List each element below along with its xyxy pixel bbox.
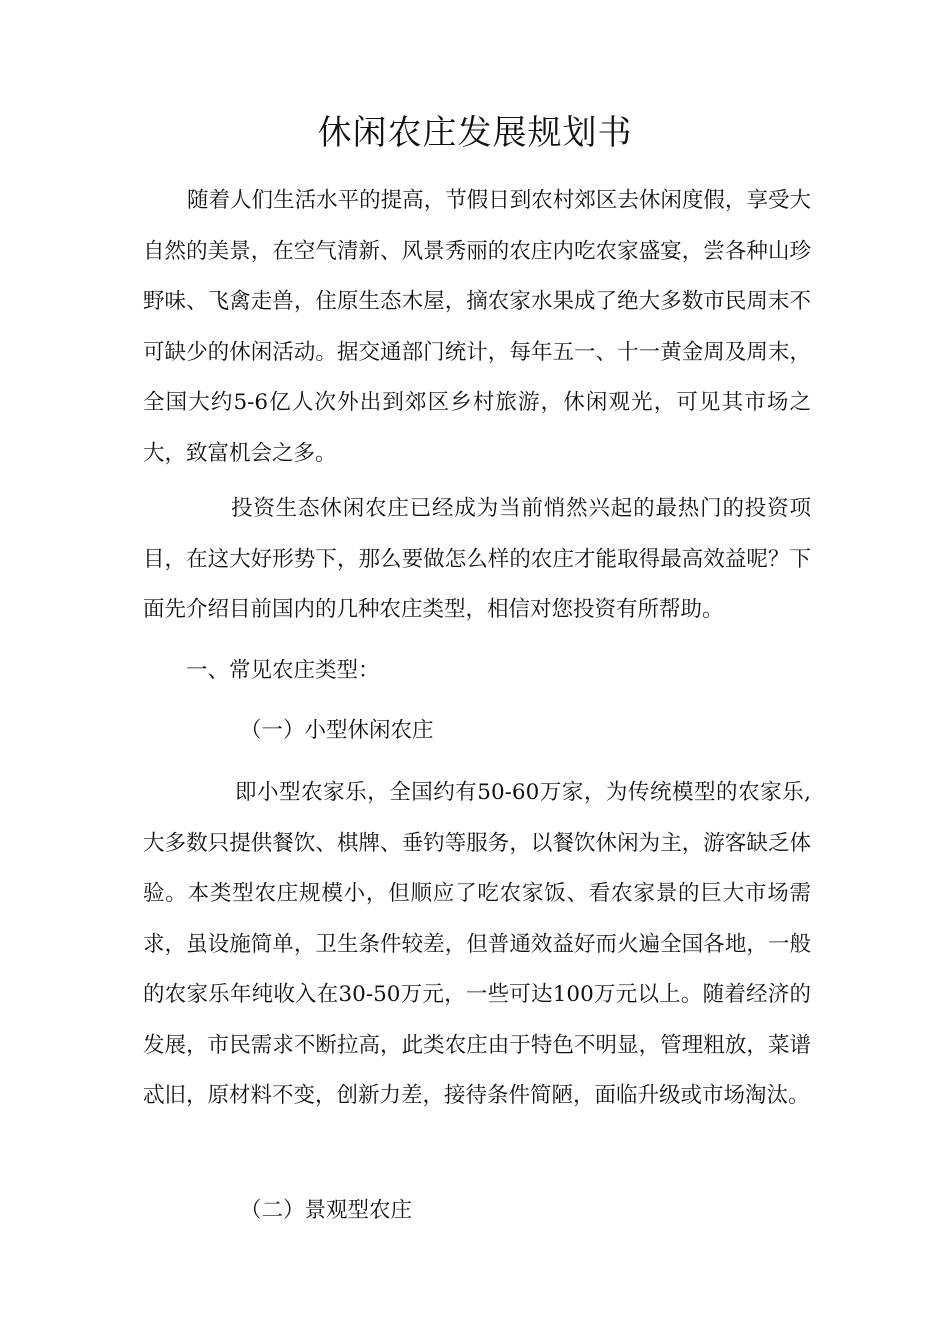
section-heading-farm-types: 一、常见农庄类型： [186,658,380,683]
subsection-heading-landscape-farm: （二）景观型农庄 [240,1198,413,1223]
subsection-heading-small-farm: （一）小型休闲农庄 [240,718,434,743]
document-title: 休闲农庄发展规划书 [317,113,633,153]
paragraph-investment: 投资生态休闲农庄已经成为当前悄然兴起的最热门的投资项目，在这大好形势下，那么要做怎么样的农庄才能取得最高效益呢？下面先介绍目前国内的几种农庄类型，相信对您投资有所帮助。 [143,496,811,622]
paragraph-intro: 随着人们生活水平的提高，节假日到农村郊区去休闲度假，享受大自然的美景，在空气清新、风景秀丽的农庄内吃农家盛宴，尝各种山珍野味、飞禽走兽，住原生态木屋，摘农家水果成了绝大多数市民周末不可缺少的休闲活动。据交通部门统计，每年五一、十一黄金周及周末，全国大约5-6亿人次外出到郊区乡村旅游，休闲观光，可见其市场之大，致富机会之多。 [143,188,811,466]
paragraph-small-farm: 即小型农家乐，全国约有50-60万家，为传统模型的农家乐,大多数只提供餐饮、棋牌、垂钓等服务，以餐饮休闲为主，游客缺乏体验。本类型农庄规模小，但顺应了吃农家饭、看农家景的巨大市场需求，虽设施简单，卫生条件较差，但普通效益好而火遍全国各地，一般的农家乐年纯收入在30-50万元，一些可达100万元以上。随着经济的发展，市民需求不断拉高，此类农庄由于特色不明显，管理粗放，菜谱忒旧，原材料不变，创新力差，接待条件简陋，面临升级或市场淘汰。 [143,780,811,1108]
